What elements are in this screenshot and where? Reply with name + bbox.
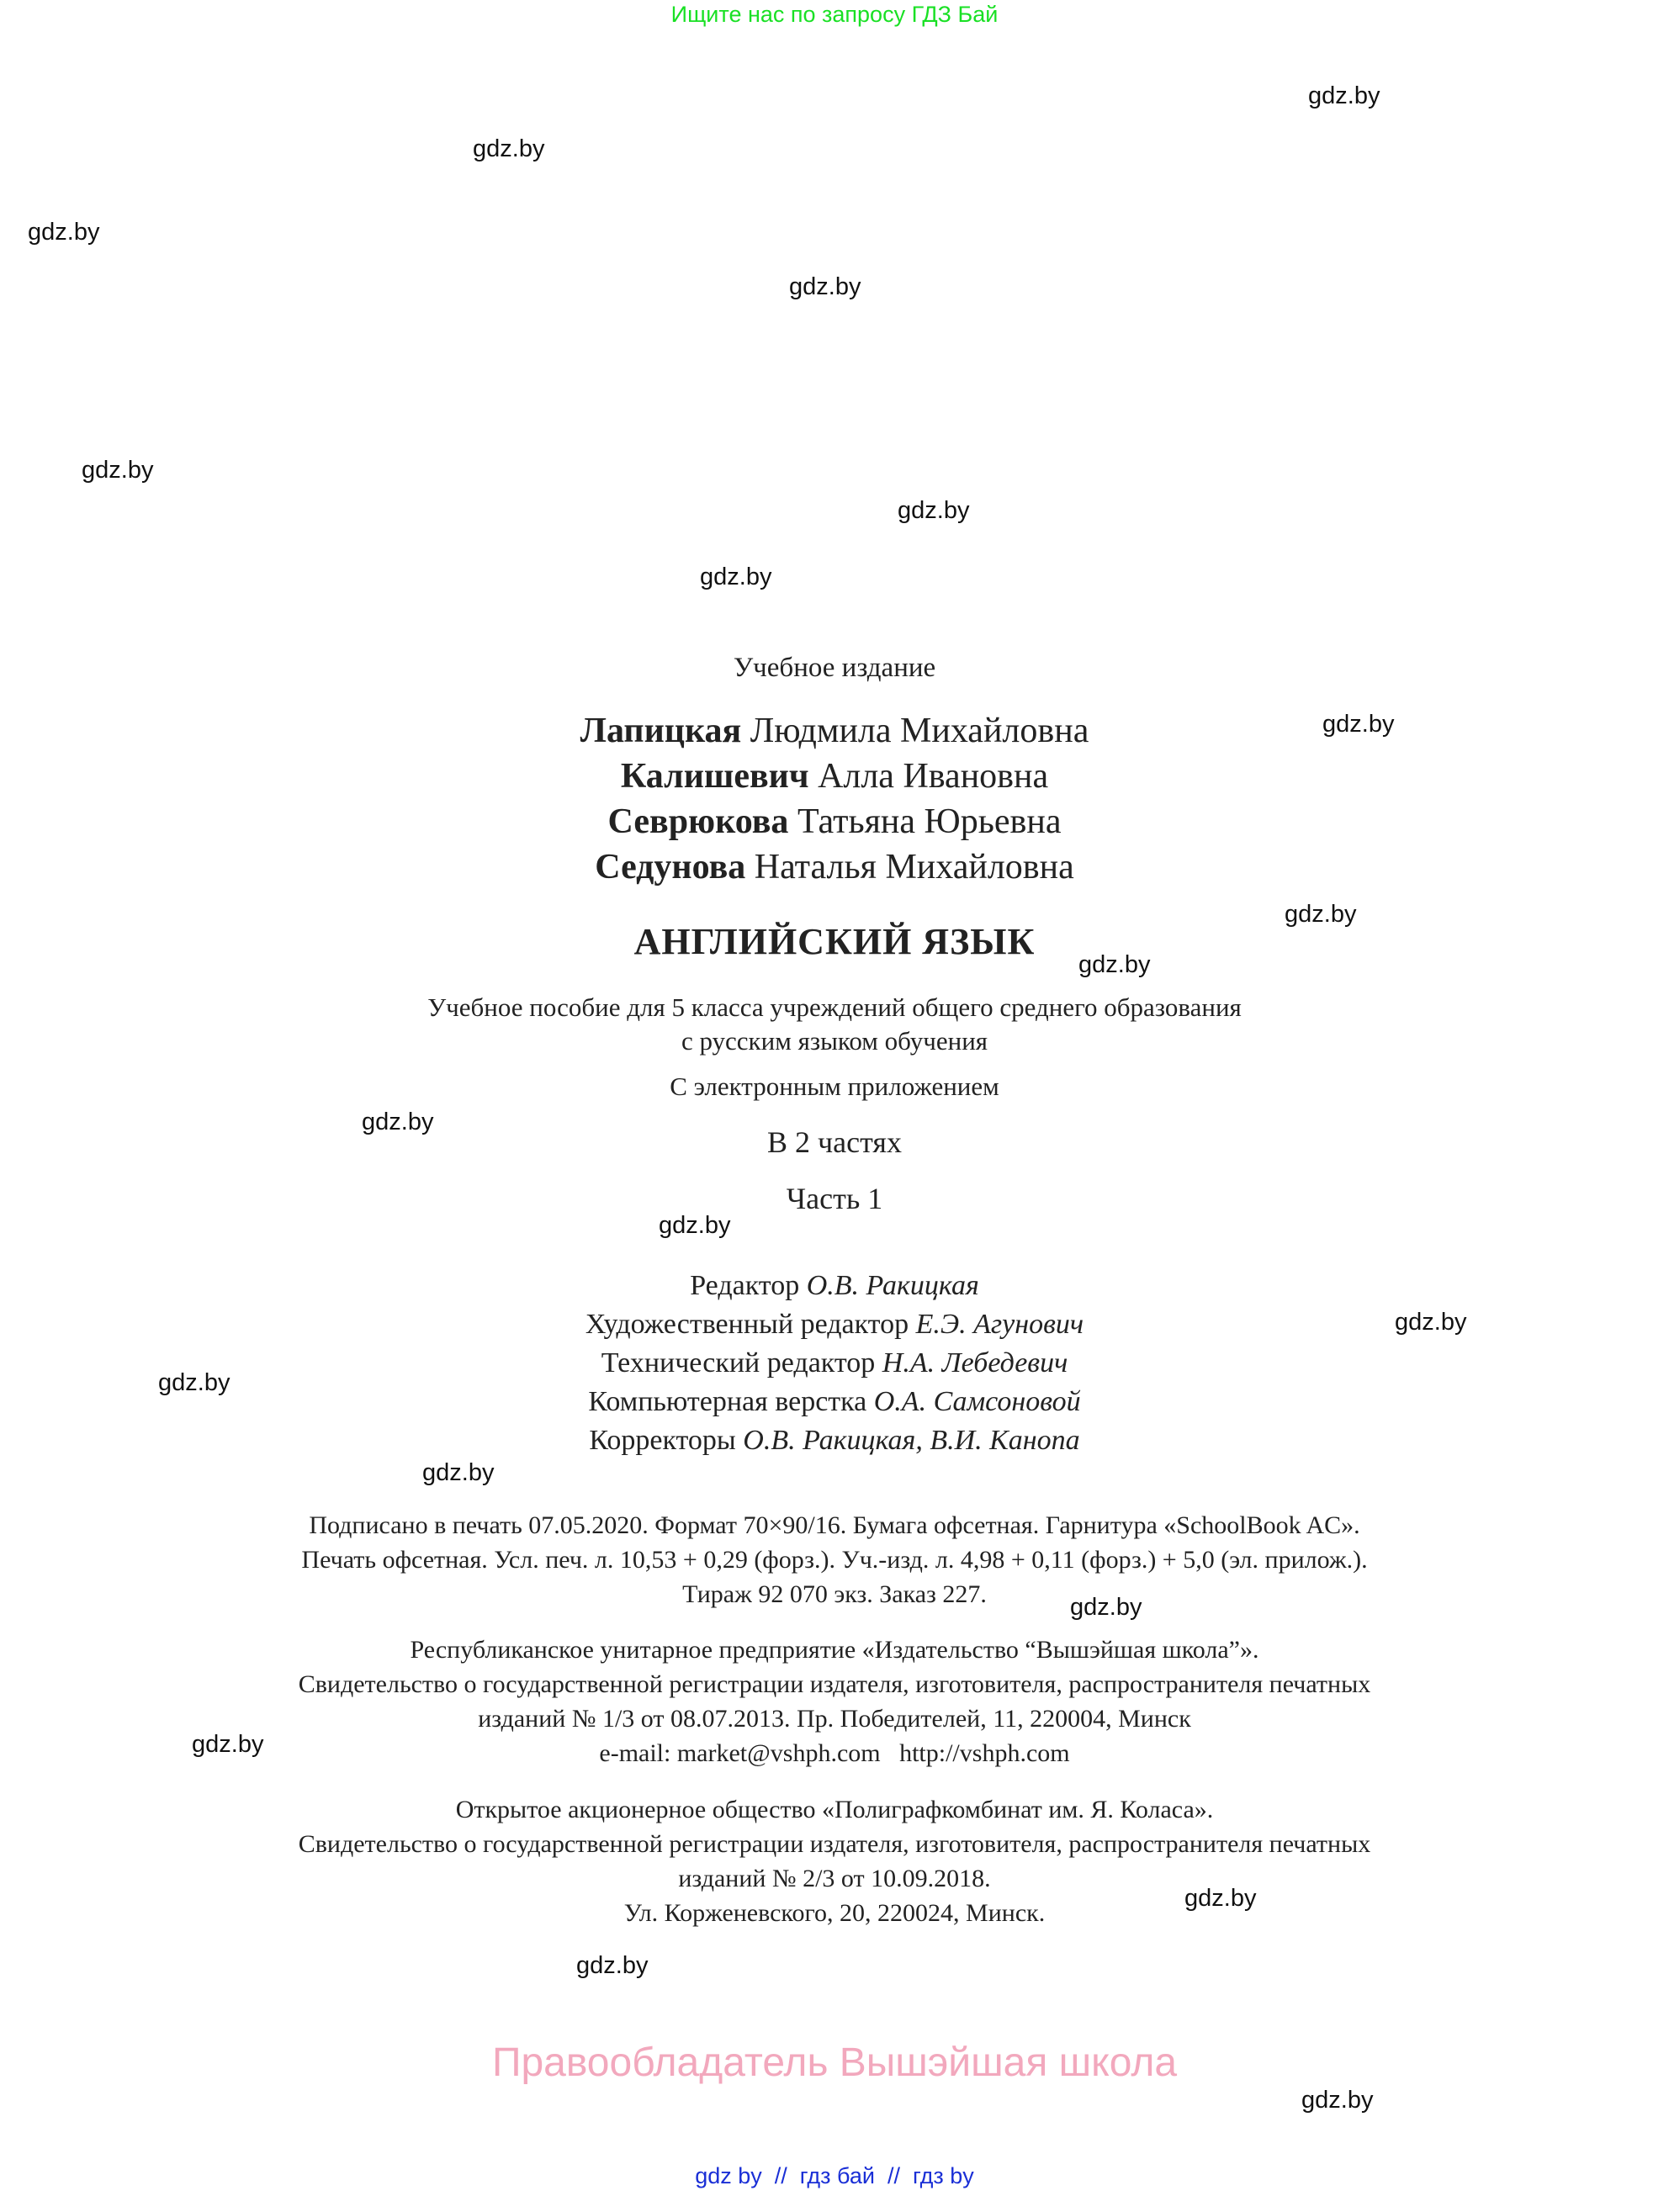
author-line <box>0 756 1669 796</box>
watermark: gdz.by <box>789 273 861 300</box>
watermark: gdz.by <box>659 1212 731 1239</box>
subtitle-line: Учебное пособие для 5 класса учреждений общего среднего образования <box>427 992 1242 1022</box>
staff-line <box>0 1347 1669 1379</box>
staff-role: Корректоры <box>589 1425 736 1456</box>
author-name: Татьяна Юрьевна <box>797 802 1062 841</box>
printer-line: Открытое акционерное общество «Полиграфкомбинат им. Я. Коласа». <box>455 1796 1214 1823</box>
author-line <box>0 711 1669 751</box>
staff-line <box>0 1309 1669 1341</box>
staff-line <box>0 1270 1669 1302</box>
subtitle-line: с русским языком обучения <box>681 1026 988 1056</box>
book-title: АНГЛИЙСКИЙ ЯЗЫК <box>633 921 1036 962</box>
watermark: gdz.by <box>700 564 772 590</box>
watermark: gdz.by <box>28 219 100 246</box>
parts-total: В 2 частях <box>767 1125 902 1159</box>
author-surname: Севрюкова <box>607 802 789 841</box>
author-surname: Лапицкая <box>580 712 742 750</box>
watermark: gdz.by <box>1308 82 1380 109</box>
printer-line: Ул. Корженевского, 20, 220024, Минск. <box>623 1899 1046 1927</box>
staff-person: Е.Э. Агунович <box>915 1309 1084 1340</box>
part-number: Часть 1 <box>786 1182 883 1215</box>
staff-person: Н.А. Лебедевич <box>882 1347 1068 1379</box>
watermark: gdz.by <box>576 1952 649 1979</box>
edition-type: Учебное издание <box>733 653 936 683</box>
watermark: gdz.by <box>1322 711 1395 738</box>
watermark: gdz.by <box>1301 2087 1374 2114</box>
watermark: gdz.by <box>898 497 970 524</box>
staff-line <box>0 1386 1669 1418</box>
watermark: gdz.by <box>1078 951 1151 978</box>
watermark: gdz.by <box>192 1731 264 1758</box>
watermark: gdz.by <box>1395 1309 1467 1336</box>
publisher-line: Свидетельство о государственной регистрации издателя, изготовителя, распространителя печатных <box>298 1670 1371 1698</box>
author-surname: Калишевич <box>620 757 809 796</box>
watermark: gdz.by <box>158 1369 230 1396</box>
watermark: gdz.by <box>1184 1885 1257 1912</box>
author-name: Алла Ивановна <box>818 757 1049 796</box>
print-info-line: Подписано в печать 07.05.2020. Формат 70×90/16. Бумага офсетная. Гарнитура «SchoolBook AC». <box>309 1511 1360 1539</box>
print-info-line: Печать офсетная. Усл. печ. л. 10,53 + 0,29 (форз.). Уч.-изд. л. 4,98 + 0,11 (форз.) + 5,0 (эл. прилож.). <box>301 1546 1368 1574</box>
author-name: Наталья Михайловна <box>754 848 1074 886</box>
watermark: gdz.by <box>1285 901 1357 928</box>
staff-role: Технический редактор <box>601 1347 876 1379</box>
staff-role: Редактор <box>690 1270 800 1301</box>
top-banner: Ищите нас по запросу ГДЗ Бай <box>670 2 999 27</box>
supplement-note: С электронным приложением <box>670 1072 999 1101</box>
printer-line: изданий № 2/3 от 10.09.2018. <box>678 1865 991 1892</box>
watermark: gdz.by <box>1070 1594 1142 1621</box>
staff-role: Компьютерная верстка <box>588 1386 867 1417</box>
staff-person: О.В. Ракицкая <box>806 1270 979 1301</box>
staff-person: О.В. Ракицкая, В.И. Канопа <box>743 1425 1080 1456</box>
printer-line: Свидетельство о государственной регистрации издателя, изготовителя, распространителя печатных <box>298 1830 1371 1858</box>
publisher-line: Республиканское унитарное предприятие «Издательство “Вышэйшая школа”». <box>410 1636 1259 1664</box>
watermark: gdz.by <box>82 457 154 484</box>
watermark: gdz.by <box>422 1459 495 1486</box>
staff-line <box>0 1425 1669 1457</box>
author-surname: Седунова <box>595 848 746 886</box>
footer-links[interactable]: gdz by // гдз бай // гдз by <box>695 2163 974 2188</box>
staff-role: Художественный редактор <box>585 1309 909 1340</box>
publisher-contacts: e-mail: market@vshph.com http://vshph.com <box>599 1739 1070 1767</box>
watermark: gdz.by <box>473 135 545 162</box>
author-name: Людмила Михайловна <box>750 712 1089 750</box>
rights-holder: Правообладатель Вышэйшая школа <box>491 2040 1178 2085</box>
watermark: gdz.by <box>362 1109 434 1135</box>
publisher-line: изданий № 1/3 от 08.07.2013. Пр. Победителей, 11, 220004, Минск <box>478 1705 1191 1733</box>
author-line <box>0 802 1669 842</box>
print-info-line: Тираж 92 070 экз. Заказ 227. <box>682 1580 987 1608</box>
author-line <box>0 847 1669 887</box>
staff-person: О.А. Самсоновой <box>873 1386 1081 1417</box>
